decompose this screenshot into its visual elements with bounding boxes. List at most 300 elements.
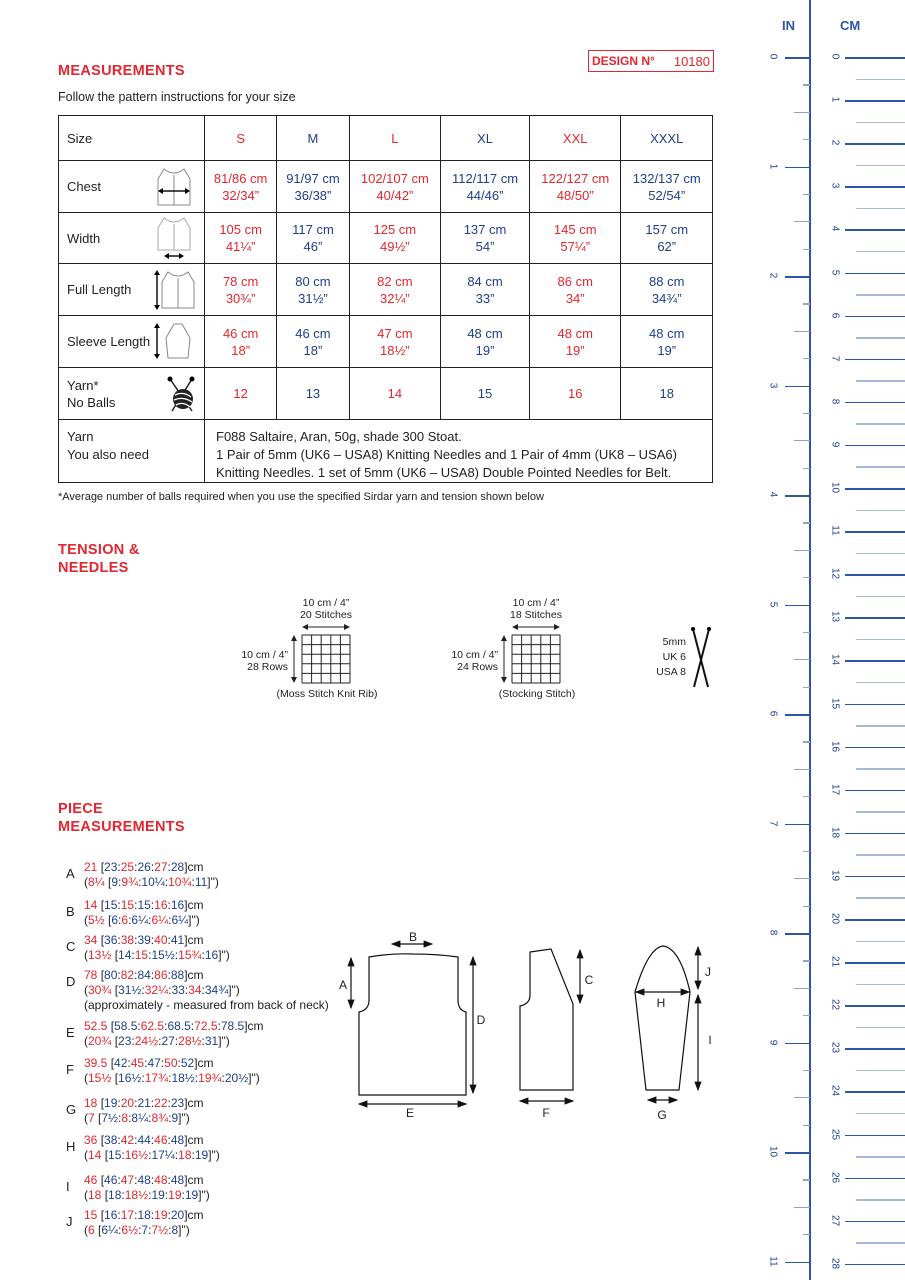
value-in: 44/46” [466, 187, 504, 203]
half-cm-tick [856, 294, 905, 296]
design-number: 10180 [673, 53, 710, 69]
cm-number: 10 [829, 481, 841, 494]
inch-tick [785, 1043, 810, 1045]
value-in: 19” [475, 342, 495, 358]
unit: cm [187, 933, 204, 947]
unit: cm [187, 1208, 204, 1222]
size-xxxl: XXXL [621, 116, 713, 161]
size-value: 6¼ [131, 913, 149, 927]
size-value: 7½ [151, 1223, 169, 1237]
half-cm-tick [856, 768, 905, 770]
size-value: 23 [170, 1096, 185, 1110]
swatch-height: 10 cm / 4” [451, 649, 498, 661]
cm-tick [845, 617, 905, 619]
size-value: 84 [137, 968, 151, 982]
size-value: 14 [88, 1148, 102, 1162]
value-cm: 137 cm [463, 222, 507, 237]
piece-letter: D [66, 974, 76, 989]
cm-number: 13 [829, 611, 841, 623]
inch-sub-tick [794, 1207, 810, 1208]
size-value: 18 [108, 1188, 122, 1202]
size-value: 18 [178, 1148, 192, 1162]
cm-tick [845, 1178, 905, 1180]
inch-number: 3 [767, 382, 779, 388]
inch-sub-tick [803, 139, 810, 140]
size-value: 24½ [134, 1034, 159, 1048]
size-value: 9 [171, 1111, 179, 1125]
value-cm: 48 cm [649, 325, 685, 341]
cm-tick [845, 833, 905, 835]
row-label-text: Chest [67, 179, 101, 194]
size-value: 20 [120, 1096, 135, 1110]
cm-tick [845, 229, 905, 231]
label-b: B [408, 930, 418, 944]
inch-sub-tick [803, 741, 810, 742]
cm-tick [845, 359, 905, 361]
size-value: 11 [194, 875, 208, 889]
size-value: 36 [84, 1133, 98, 1147]
size-value: 33 [171, 983, 185, 997]
inch-sub-tick [803, 796, 810, 797]
tension-title-line: TENSION & [58, 542, 140, 558]
cm-tick [845, 574, 905, 576]
half-cm-tick [856, 251, 905, 253]
size-value: 19 [194, 1148, 209, 1162]
piece-measurement: 14 [15:15:15:16:16]cm (5½ [6:6:6¼:6¼:6¼]") [84, 898, 204, 927]
size-value: 34¾ [204, 983, 229, 997]
cm-number: 0 [829, 53, 841, 60]
piece-note: (approximately - measured from back of neck) [84, 998, 329, 1012]
cm-tick [845, 876, 905, 878]
size-value: 44 [137, 1133, 151, 1147]
label-i: I [708, 1033, 712, 1047]
size-value: 19 [104, 1096, 118, 1110]
measurements-title: MEASUREMENTS [58, 63, 185, 79]
swatch-width: 10 cm / 4” [302, 597, 350, 609]
cm-number: 24 [829, 1085, 841, 1097]
value-cm: 145 cm [553, 222, 597, 237]
sleeve-piece-outline [635, 946, 690, 1090]
size-value: 72.5 [194, 1019, 218, 1033]
size-value: 8 [121, 1111, 129, 1125]
value-cm: 81/86 cm [213, 170, 268, 186]
label-e: E [405, 1106, 415, 1120]
size-value: 31 [204, 1034, 219, 1048]
value-in: 34” [565, 290, 585, 306]
balls-xl: 15 [441, 368, 530, 420]
value-in: 18½” [380, 342, 410, 358]
cm-tick [845, 1264, 905, 1266]
inch-sub-tick [794, 878, 810, 879]
inch-number: 0 [767, 53, 779, 60]
value-in: 18” [303, 342, 323, 358]
inch-sub-tick [794, 440, 810, 441]
inch-sub-tick [803, 906, 810, 907]
size-value: 78 [84, 968, 98, 982]
size-value: 52 [180, 1056, 195, 1070]
piece-letter: I [66, 1179, 70, 1194]
value-cm: 125 cm [373, 222, 417, 237]
cm-tick [845, 1005, 905, 1007]
inch-tick [785, 824, 810, 826]
size-value: 80 [104, 968, 118, 982]
size-value: 15 [120, 898, 135, 912]
size-value: 17¼ [151, 1148, 175, 1162]
half-cm-tick [856, 1199, 905, 1201]
footnote: *Average number of balls required when you use the specified Sirdar yarn and tension shown below [58, 491, 544, 503]
swatch-rows: 24 Rows [457, 661, 498, 673]
half-cm-tick [856, 984, 905, 986]
half-cm-tick [856, 337, 905, 339]
cm-tick [845, 790, 905, 792]
inch-number: 2 [767, 272, 779, 279]
size-value: 82 [120, 968, 135, 982]
size-value: 88 [170, 968, 185, 982]
yarn-info-line: Knitting Needles. 1 set of 5mm (UK6 – USA8) Double Pointed Needles for Belt. [216, 465, 672, 480]
size-value: 31½ [118, 983, 142, 997]
cm-tick [845, 1048, 905, 1050]
piece-measurement: 18 [19:20:21:22:23]cm (7 [7½:8:8¼:8¾:9]") [84, 1096, 204, 1125]
unit: cm [187, 1173, 204, 1187]
size-value: 47 [147, 1056, 161, 1070]
piece-letter: H [66, 1139, 76, 1154]
value-cm: 102/107 cm [360, 170, 429, 186]
half-cm-tick [856, 1242, 905, 1244]
inch-tick [785, 1262, 810, 1264]
value-in: 19” [657, 342, 677, 358]
size-value: 18 [137, 1208, 151, 1222]
size-value: 34 [188, 983, 202, 997]
cm-number: 8 [829, 398, 841, 405]
size-value: 20¾ [88, 1034, 112, 1048]
tension-title-line: NEEDLES [58, 560, 129, 576]
cm-number: 3 [829, 183, 841, 189]
cm-tick [845, 445, 905, 447]
value-in: 54” [475, 239, 495, 254]
value-in: 19” [565, 342, 585, 358]
cm-number: 14 [829, 654, 841, 666]
unit: cm [187, 1133, 204, 1147]
value-cm: 117 cm [292, 222, 334, 237]
size-value: 19¾ [198, 1071, 222, 1085]
cm-number: 25 [829, 1128, 841, 1140]
value-cm: 80 cm [295, 273, 331, 289]
inch-sub-tick [803, 1125, 810, 1126]
cm-tick [845, 402, 905, 404]
size-value: 6½ [121, 1223, 139, 1237]
row-label-text: Width [67, 230, 101, 246]
size-value: 52.5 [84, 1019, 108, 1033]
size-m: M [277, 116, 349, 161]
piece-measurement: 21 [23:25:26:27:28]cm (8¼ [9:9¾:10¼:10¾:11]") [84, 860, 219, 889]
value-cm: 105 cm [219, 222, 262, 237]
inch-sub-tick [803, 194, 810, 195]
half-cm-tick [856, 165, 905, 167]
cm-tick [845, 1135, 905, 1137]
inch-sub-tick [794, 659, 810, 660]
size-value: 14 [84, 898, 98, 912]
inch-tick [785, 386, 810, 388]
cm-tick [845, 273, 905, 275]
inch-sub-tick [794, 1097, 810, 1098]
piece-measurement: 39.5 [42:45:47:50:52]cm (15½ [16½:17¾:18½:19¾:20½]") [84, 1056, 260, 1085]
size-value: 46 [154, 1133, 168, 1147]
cm-tick [845, 100, 905, 102]
swatch-stitch-name: (Moss Stitch Knit Rib) [276, 688, 378, 700]
inch-sub-tick [803, 84, 810, 85]
value-in: 30¾” [225, 290, 256, 306]
half-cm-tick [856, 380, 905, 382]
size-value: 23 [104, 860, 118, 874]
half-cm-tick [856, 1027, 905, 1029]
size-value: 17 [120, 1208, 135, 1222]
size-value: 7 [88, 1111, 95, 1125]
size-value: 48 [170, 1173, 185, 1187]
inch-tick [785, 276, 810, 278]
inch-sub-tick [794, 988, 810, 989]
size-value: 18½ [124, 1188, 149, 1202]
unit: cm [197, 1056, 214, 1070]
size-value: 28½ [178, 1034, 202, 1048]
half-cm-tick [856, 639, 905, 641]
inch-sub-tick [794, 331, 810, 332]
piece-measurement: 36 [38:42:44:46:48]cm (14 [15:16½:17¼:18:19]") [84, 1133, 220, 1162]
piece-letter: C [66, 939, 76, 954]
inch-number: 1 [767, 163, 779, 169]
value-cm: 122/127 cm [541, 170, 610, 186]
size-value: 21 [137, 1096, 151, 1110]
size-xxl: XXL [529, 116, 620, 161]
value-cm: 86 cm [557, 273, 593, 289]
cm-tick [845, 919, 905, 921]
cm-number: 4 [829, 226, 841, 232]
value-in: 33” [475, 290, 495, 306]
size-value: 46 [84, 1173, 98, 1187]
inch-sub-tick [803, 413, 810, 414]
balls-s: 12 [205, 368, 277, 420]
size-value: 62.5 [140, 1019, 165, 1033]
inch-number: 7 [767, 820, 779, 826]
value-in: 52/54” [648, 187, 686, 203]
value-in: 32/34” [222, 187, 260, 203]
value-in: 57¼” [560, 239, 591, 254]
size-value: 19 [184, 1188, 199, 1202]
half-cm-tick [856, 596, 905, 598]
inch-sub-tick [794, 550, 810, 551]
piece-letter: G [66, 1102, 77, 1117]
value-cm: 46 cm [295, 325, 331, 341]
half-cm-tick [856, 941, 905, 943]
label-j: J [705, 965, 711, 979]
value-in: 40/42” [376, 187, 414, 203]
size-value: 38 [120, 933, 135, 947]
value-in: 36/38” [294, 187, 332, 203]
inch-tick [785, 714, 810, 716]
piece-letter: A [66, 866, 75, 881]
value-cm: 132/137 cm [632, 170, 701, 186]
inch-sub-tick [803, 468, 810, 469]
inch-number: 10 [767, 1145, 779, 1158]
inch-tick [785, 167, 810, 169]
swatch-stitches: 18 Stitches [510, 609, 562, 621]
inch-number: 8 [767, 929, 779, 936]
size-value: 6 [88, 1223, 95, 1237]
inch-tick [785, 495, 810, 497]
size-value: 41 [170, 933, 185, 947]
piece-measurement: 78 [80:82:84:86:88]cm (30¾ [31½:32¼:33:34:34¾]") (approximately - measured from back of neck) [84, 968, 329, 1012]
ruler-cm-label: CM [840, 18, 861, 33]
label-h: H [656, 996, 666, 1010]
inch-tick [785, 605, 810, 607]
row-label-text: Sleeve Length [67, 334, 151, 349]
cm-number: 27 [829, 1214, 841, 1226]
size-value: 15 [134, 948, 149, 962]
size-value: 25 [120, 860, 135, 874]
value-cm: 112/117 cm [452, 170, 519, 186]
unit: cm [247, 1019, 264, 1033]
half-cm-tick [856, 423, 905, 425]
size-value: 15 [104, 898, 118, 912]
inch-number: 9 [767, 1039, 779, 1045]
size-value: 6¼ [151, 913, 169, 927]
size-value: 16 [104, 1208, 118, 1222]
half-cm-tick [856, 682, 905, 684]
size-value: 48 [170, 1133, 185, 1147]
value-cm: 48 cm [467, 325, 503, 341]
size-value: 19 [168, 1188, 182, 1202]
cm-number: 11 [829, 525, 841, 536]
size-value: 15 [84, 1208, 98, 1222]
ruler-spine [809, 0, 811, 1280]
swatch-height: 10 cm / 4” [241, 649, 288, 661]
size-value: 48 [154, 1173, 168, 1187]
unit: cm [187, 1096, 204, 1110]
size-value: 34 [84, 933, 98, 947]
cm-number: 16 [829, 740, 841, 752]
size-value: 7 [141, 1223, 149, 1237]
size-value: 32¼ [144, 983, 169, 997]
size-value: 58.5 [114, 1019, 138, 1033]
size-value: 47 [120, 1173, 135, 1187]
size-value: 15 [137, 898, 151, 912]
cm-tick [845, 704, 905, 706]
half-cm-tick [856, 122, 905, 124]
cm-tick [845, 57, 905, 59]
value-cm: 91/97 cm [286, 170, 340, 186]
cm-tick [845, 1221, 905, 1223]
cm-number: 7 [829, 355, 841, 361]
cm-number: 28 [829, 1257, 841, 1269]
size-value: 46 [104, 1173, 118, 1187]
piece-measurement: 46 [46:47:48:48:48]cm (18 [18:18½:19:19:19]") [84, 1173, 210, 1202]
inch-tick [785, 1152, 810, 1154]
size-value: 5½ [88, 913, 105, 927]
back-piece-outline [359, 954, 466, 1095]
size-value: 18½ [171, 1071, 195, 1085]
value-in: 48/50” [556, 187, 594, 203]
size-value: 78.5 [220, 1019, 245, 1033]
half-cm-tick [856, 725, 905, 727]
cm-tick [845, 660, 905, 662]
size-value: 27 [161, 1034, 175, 1048]
cm-number: 9 [829, 441, 841, 448]
size-value: 20½ [224, 1071, 249, 1085]
inch-sub-tick [803, 960, 810, 961]
cm-number: 22 [829, 999, 841, 1011]
size-value: 7½ [101, 1111, 119, 1125]
size-value: 22 [154, 1096, 168, 1110]
yarn-info-label: Yarn [67, 429, 94, 444]
size-value: 48 [137, 1173, 151, 1187]
size-value: 6¼ [171, 913, 189, 927]
half-cm-tick [856, 811, 905, 813]
size-s: S [205, 116, 277, 161]
size-value: 42 [120, 1133, 135, 1147]
size-value: 19 [151, 1188, 165, 1202]
size-value: 39.5 [84, 1056, 108, 1070]
cm-number: 23 [829, 1042, 841, 1054]
inch-sub-tick [803, 358, 810, 359]
cm-tick [845, 1091, 905, 1093]
cm-number: 15 [829, 697, 841, 709]
size-value: 6 [121, 913, 129, 927]
value-cm: 48 cm [557, 325, 593, 341]
cm-number: 1 [829, 96, 841, 103]
size-value: 38 [104, 1133, 118, 1147]
no-balls-label: No Balls [67, 394, 116, 410]
cm-number: 26 [829, 1171, 841, 1183]
size-value: 42 [114, 1056, 128, 1070]
value-in: 32¼” [380, 290, 410, 306]
swatch-rows: 28 Rows [247, 661, 288, 673]
value-cm: 46 cm [222, 325, 259, 341]
cm-number: 6 [829, 312, 841, 318]
value-in: 46” [303, 239, 323, 254]
half-cm-tick [856, 510, 905, 512]
value-cm: 84 cm [467, 273, 503, 289]
cm-number: 17 [829, 783, 841, 795]
swatch-stitches: 20 Stitches [300, 609, 352, 621]
piece-letter: F [66, 1062, 74, 1077]
size-value: 45 [130, 1056, 145, 1070]
inch-sub-tick [803, 632, 810, 633]
inch-sub-tick [803, 1070, 810, 1071]
size-value: 30¾ [88, 983, 112, 997]
inch-sub-tick [803, 577, 810, 578]
inch-sub-tick [803, 687, 810, 688]
value-cm: 82 cm [377, 273, 413, 289]
inch-number: 6 [767, 710, 779, 717]
cm-tick [845, 962, 905, 964]
size-value: 15 [108, 1148, 122, 1162]
half-cm-tick [856, 553, 905, 555]
size-value: 8¾ [151, 1111, 169, 1125]
inch-sub-tick [794, 221, 810, 222]
size-value: 36 [104, 933, 118, 947]
label-c: C [584, 973, 594, 987]
inch-sub-tick [803, 522, 810, 523]
half-cm-tick [856, 1156, 905, 1158]
size-value: 8¼ [131, 1111, 149, 1125]
piece-measurement: 52.5 [58.5:62.5:68.5:72.5:78.5]cm (20¾ [23:24½:27:28½:31]") [84, 1019, 264, 1048]
size-value: 18 [88, 1188, 102, 1202]
cm-number: 18 [829, 826, 841, 838]
inch-sub-tick [803, 303, 810, 304]
cm-number: 12 [829, 568, 841, 580]
yarn-info-line: 1 Pair of 5mm (UK6 – USA8) Knitting Needles and 1 Pair of 4mm (UK8 – USA6) [216, 447, 677, 462]
inch-tick [785, 933, 810, 935]
measurements-intro: Follow the pattern instructions for your size [58, 90, 296, 104]
